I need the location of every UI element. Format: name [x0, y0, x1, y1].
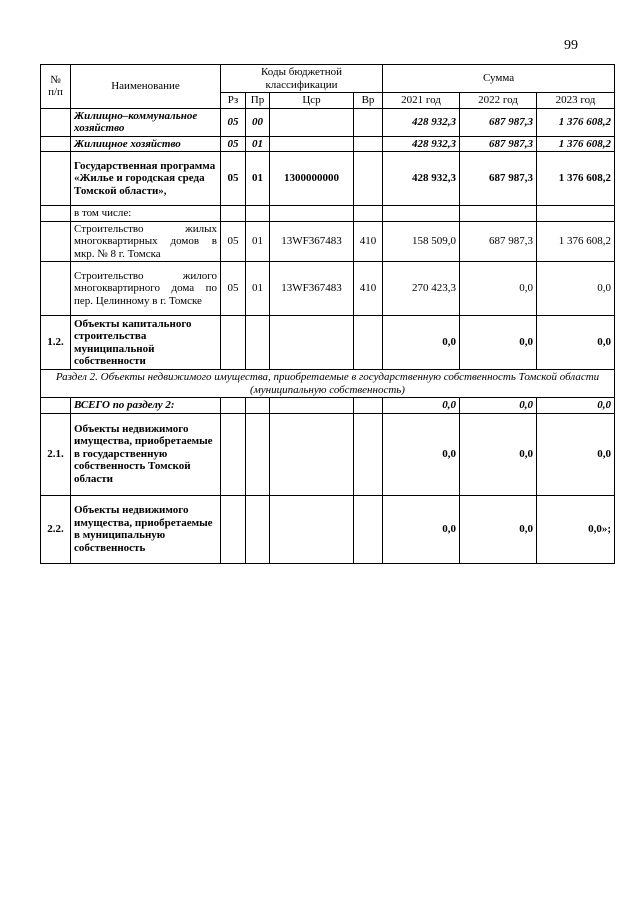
- header-name: Наименование: [71, 65, 221, 109]
- table-cell: 1 376 608,2: [537, 221, 615, 262]
- table-cell: [354, 316, 383, 370]
- table-cell: 0,0: [537, 316, 615, 370]
- table-cell: [354, 136, 383, 152]
- table-cell: [354, 206, 383, 222]
- table-cell: в том числе:: [71, 206, 221, 222]
- table-cell: 0,0: [383, 316, 460, 370]
- table-cell: [246, 316, 270, 370]
- table-cell: Жилищное хозяйство: [71, 136, 221, 152]
- header-sum: Сумма: [383, 65, 615, 93]
- table-cell: 1 376 608,2: [537, 108, 615, 136]
- table-cell: 410: [354, 262, 383, 316]
- table-cell: 1300000000: [270, 152, 354, 206]
- table-cell: 428 932,3: [383, 136, 460, 152]
- table-cell: [221, 398, 246, 414]
- table-cell: 01: [246, 152, 270, 206]
- table-row: [41, 206, 615, 222]
- table-cell: 0,0: [460, 398, 537, 414]
- table-cell: 0,0»;: [537, 495, 615, 563]
- table-cell: 0,0: [537, 398, 615, 414]
- table-cell: Государственная программа «Жилье и городская среда Томской области»,: [71, 152, 221, 206]
- table-row: [41, 316, 615, 370]
- table-cell: [246, 206, 270, 222]
- table-cell: 01: [246, 262, 270, 316]
- section-row: [41, 370, 615, 398]
- table-cell: 13WF367483: [270, 262, 354, 316]
- header-rz: Рз: [221, 93, 246, 109]
- table-cell: [270, 136, 354, 152]
- table-row: [41, 136, 615, 152]
- table-row: [41, 108, 615, 136]
- table-cell: [41, 206, 71, 222]
- table-cell: [270, 495, 354, 563]
- table-cell: Объекты капитального строительства муниципальной собственности: [71, 316, 221, 370]
- table-row: [41, 221, 615, 262]
- table-cell: 0,0: [537, 262, 615, 316]
- table-cell: 05: [221, 221, 246, 262]
- table-cell: [41, 152, 71, 206]
- table-row: [41, 398, 615, 414]
- table-cell: [354, 108, 383, 136]
- header-2023: 2023 год: [537, 93, 615, 109]
- table-cell: [41, 262, 71, 316]
- table-cell: [221, 316, 246, 370]
- section-title: Раздел 2. Объекты недвижимого имущества, приобретаемые в государственную собственность Томской области (муниципальную собственность): [41, 370, 615, 398]
- table-cell: 687 987,3: [460, 221, 537, 262]
- table-cell: [41, 398, 71, 414]
- table-row: [41, 262, 615, 316]
- table-cell: 01: [246, 221, 270, 262]
- table-cell: 0,0: [383, 495, 460, 563]
- table-cell: 687 987,3: [460, 108, 537, 136]
- table-cell: [246, 398, 270, 414]
- header-num: № п/п: [41, 65, 71, 109]
- table-cell: [41, 108, 71, 136]
- table-cell: 05: [221, 152, 246, 206]
- table-cell: 2.2.: [41, 495, 71, 563]
- table-cell: [270, 316, 354, 370]
- header-csr: Цср: [270, 93, 354, 109]
- table-cell: [354, 398, 383, 414]
- table-cell: [354, 495, 383, 563]
- table-cell: [246, 413, 270, 495]
- table-cell: [270, 398, 354, 414]
- table-cell: [221, 495, 246, 563]
- header-2022: 2022 год: [460, 93, 537, 109]
- table-cell: 270 423,3: [383, 262, 460, 316]
- table-row: [41, 152, 615, 206]
- table-cell: 1.2.: [41, 316, 71, 370]
- table-cell: 0,0: [383, 413, 460, 495]
- table-cell: 687 987,3: [460, 152, 537, 206]
- table-cell: [383, 206, 460, 222]
- header-pr: Пр: [246, 93, 270, 109]
- table-cell: 158 509,0: [383, 221, 460, 262]
- table-cell: [221, 413, 246, 495]
- table-cell: 0,0: [460, 316, 537, 370]
- table-cell: 428 932,3: [383, 152, 460, 206]
- table-cell: [354, 413, 383, 495]
- table-cell: [41, 136, 71, 152]
- table-cell: [460, 206, 537, 222]
- table-cell: Объекты недвижимого имущества, приобретаемые в муниципальную собственность: [71, 495, 221, 563]
- table-cell: [270, 413, 354, 495]
- budget-table: [40, 64, 615, 564]
- table-cell: [270, 206, 354, 222]
- table-cell: Строительство жилых многоквартирных домов в мкр. № 8 г. Томска: [71, 221, 221, 262]
- table-cell: ВСЕГО по разделу 2:: [71, 398, 221, 414]
- table-cell: 428 932,3: [383, 108, 460, 136]
- table-cell: [221, 206, 246, 222]
- table-cell: 0,0: [460, 262, 537, 316]
- header-vr: Вр: [354, 93, 383, 109]
- table-cell: 05: [221, 262, 246, 316]
- table-cell: 0,0: [460, 413, 537, 495]
- table-cell: [246, 495, 270, 563]
- table-cell: 0,0: [383, 398, 460, 414]
- table-cell: Жилищно–коммунальное хозяйство: [71, 108, 221, 136]
- table-cell: 13WF367483: [270, 221, 354, 262]
- table-cell: [41, 221, 71, 262]
- table-cell: 2.1.: [41, 413, 71, 495]
- header-codes: Коды бюджетной классификации: [221, 65, 383, 93]
- table-cell: 05: [221, 108, 246, 136]
- table-cell: 0,0: [460, 495, 537, 563]
- table-cell: 687 987,3: [460, 136, 537, 152]
- table-cell: [537, 206, 615, 222]
- page-number: 99: [564, 38, 578, 53]
- table-cell: 1 376 608,2: [537, 152, 615, 206]
- table-cell: 410: [354, 221, 383, 262]
- table-cell: Объекты недвижимого имущества, приобретаемые в государственную собственность Томской области: [71, 413, 221, 495]
- table-cell: 0,0: [537, 413, 615, 495]
- table-row: [41, 413, 615, 495]
- table-cell: [354, 152, 383, 206]
- header-2021: 2021 год: [383, 93, 460, 109]
- table-cell: 05: [221, 136, 246, 152]
- table-row: [41, 495, 615, 563]
- table-cell: 01: [246, 136, 270, 152]
- table-cell: 00: [246, 108, 270, 136]
- table-cell: [270, 108, 354, 136]
- table-cell: 1 376 608,2: [537, 136, 615, 152]
- table-cell: Строительство жилого многоквартирного дома по пер. Целинному в г. Томске: [71, 262, 221, 316]
